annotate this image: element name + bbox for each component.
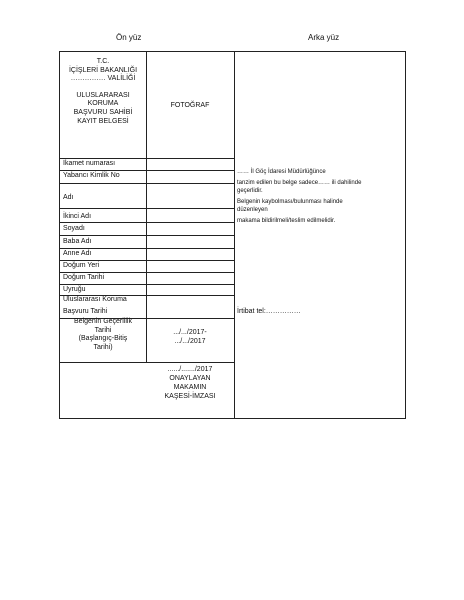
stamp-date: ....../......./2017 bbox=[167, 366, 213, 373]
field-residence-number: İkamet numarası bbox=[63, 160, 116, 167]
field-father-name: Baba Adı bbox=[63, 238, 92, 245]
divider-vertical-photo bbox=[146, 52, 147, 362]
registration-card bbox=[59, 51, 406, 419]
title-line: İÇİŞLERİ BAKANLIĞI bbox=[68, 66, 138, 74]
row-divider bbox=[60, 362, 234, 363]
validity-value bbox=[146, 328, 234, 346]
stamp-line: MAKAMIN bbox=[173, 384, 207, 391]
field-birth-place: Doğum Yeri bbox=[63, 262, 100, 269]
row-divider bbox=[60, 248, 234, 249]
card-title bbox=[60, 58, 146, 126]
row-divider bbox=[60, 272, 234, 273]
field-application-date-line1: Uluslararası Koruma bbox=[63, 296, 127, 303]
row-divider bbox=[60, 284, 234, 285]
notice-line: tanzim edilen bu belge sadece…… ili dahilinde bbox=[237, 179, 362, 186]
validity-label-line: Belgenin Geçerlilik bbox=[74, 318, 132, 325]
stamp-line: KAŞESİ-İMZASI bbox=[164, 393, 216, 400]
back-side-header: Arka yüz bbox=[308, 33, 340, 42]
row-divider bbox=[60, 158, 234, 159]
field-surname: Soyadı bbox=[63, 225, 85, 232]
notice-line: geçerlidir. bbox=[237, 188, 263, 194]
title-line: KAYIT BELGESİ bbox=[77, 117, 129, 125]
stamp-line: ONAYLAYAN bbox=[169, 375, 211, 382]
title-line: KORUMA bbox=[87, 100, 119, 108]
field-nationality: Uyruğu bbox=[63, 286, 86, 293]
validity-label bbox=[60, 318, 146, 352]
back-side-notice bbox=[237, 168, 405, 225]
validity-label-line: (Başlangıç-Bitiş bbox=[78, 335, 128, 343]
divider-vertical-middle bbox=[234, 52, 235, 418]
notice-line: makama bildirilmeli/teslim edilmelidir. bbox=[237, 217, 336, 224]
notice-line: düzenleyen bbox=[237, 207, 268, 213]
field-application-date-line2: Başvuru Tarihi bbox=[63, 308, 108, 315]
row-divider bbox=[60, 170, 234, 171]
validity-start: .../.../2017- bbox=[173, 329, 207, 336]
title-line bbox=[60, 84, 146, 92]
row-divider bbox=[60, 183, 234, 184]
title-line: T.C. bbox=[96, 58, 110, 65]
field-birth-date: Doğum Tarihi bbox=[63, 274, 105, 281]
notice-line: Belgenin kaybolması/bulunması halinde bbox=[237, 198, 343, 205]
title-line: …………… VALİLİĞİ bbox=[70, 75, 136, 83]
approval-stamp-area bbox=[146, 365, 234, 401]
title-line: BAŞVURU SAHİBİ bbox=[73, 108, 133, 116]
validity-end: .../.../2017 bbox=[174, 338, 206, 345]
validity-label-line: Tarihi bbox=[94, 326, 112, 334]
photo-placeholder: FOTOĞRAF bbox=[170, 102, 210, 109]
notice-line: …… İl Göç İdaresi Müdürlüğünce bbox=[237, 169, 326, 175]
field-mother-name: Anne Adı bbox=[63, 250, 92, 257]
field-foreigner-id: Yabancı Kimlik No bbox=[63, 172, 120, 179]
row-divider bbox=[60, 208, 234, 209]
field-first-name: Adı bbox=[63, 194, 74, 201]
contact-phone: İrtibat tel:…………… bbox=[237, 308, 301, 315]
row-divider bbox=[60, 235, 234, 236]
row-divider bbox=[60, 222, 234, 223]
front-side-header: Ön yüz bbox=[116, 33, 142, 42]
field-middle-name: İkinci Adı bbox=[63, 213, 92, 220]
row-divider bbox=[60, 260, 234, 261]
title-line: ULUSLARARASI bbox=[76, 91, 130, 99]
validity-label-line: Tarihi) bbox=[93, 343, 113, 351]
